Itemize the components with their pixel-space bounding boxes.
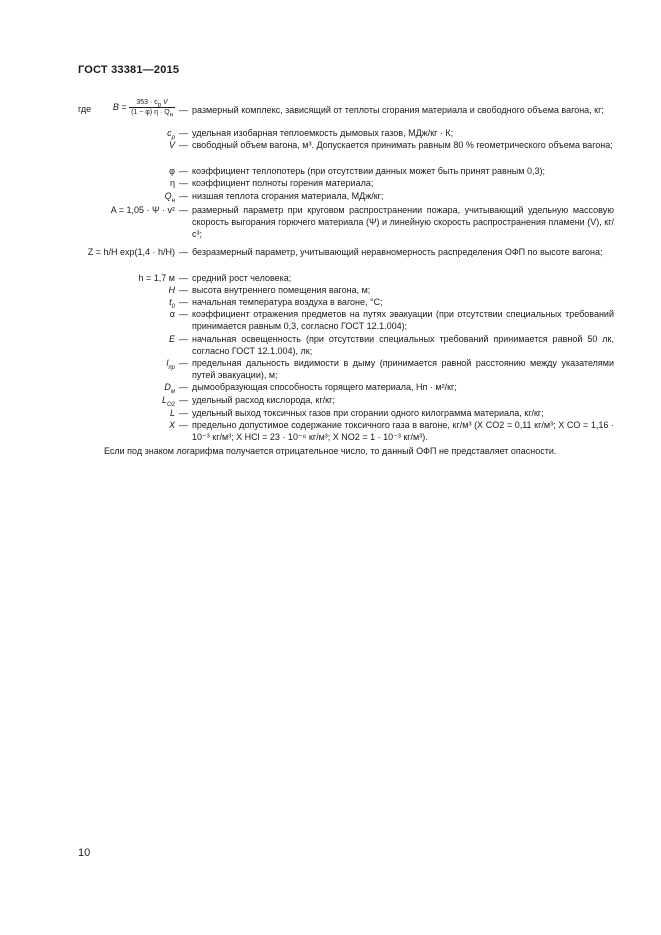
definition-text: предельная дальность видимости в дыму (принимается равной расстоянию между указателями путей эвакуации), м; [192,358,614,380]
numerator-tail: V [161,99,168,106]
formula-b-denominator: (1 − φ) η · Q [131,109,170,116]
definition-text: коэффициент полноты горения материала; [192,178,374,188]
symbol-l: L [169,408,175,418]
symbol-e: E [168,334,175,344]
definition-text: начальная температура воздуха в вагоне, °С; [192,297,383,307]
symbol-h: h = 1,7 м [138,273,175,283]
symbol-eta: η [169,178,175,188]
definition-text: средний рост человека; [192,273,292,283]
definition-text: начальная освещенность (при отсутствии специальных требований принимается равной 50 лк, согласно ГОСТ 12.1.004), лк; [192,334,614,356]
symbol-x: X [168,420,175,430]
symbol-phi: φ [169,166,175,176]
definition-text: удельная изобарная теплоемкость дымовых газов, МДж/кг · К; [192,128,454,138]
symbol-t0: $t_0$ [169,297,175,310]
intro-word: где [78,104,92,114]
symbol-v: V [168,140,175,150]
symbol-q: $Q_н$ [164,191,175,204]
symbol-hh: H [168,285,175,295]
formula-b [113,98,175,117]
page-number: 10 [78,847,91,859]
document-header: ГОСТ 33381—2015 [78,64,180,76]
symbol-lpr: $l_{пр}$ [166,358,175,371]
definition-text: безразмерный параметр, учитывающий неравномерность распределения ОФП по высоте вагона; [192,247,603,257]
definition-text: свободный объем вагона, м³. Допускается принимать равным 80 % геометрического объема вагона; [192,140,613,150]
symbol-z: Z = h/H exp(1,4 · h/H) [87,247,175,257]
definition-text: коэффициент теплопотерь (при отсутствии данных может быть принят равным 0,3); [192,166,545,176]
definition-text: коэффициент отражения предметов на путях эвакуации (при отсутствии специальных требований принимается равным 0,3, согласно ГОСТ 12.1.004); [192,309,614,331]
formula-b-numerator: 353 · c [136,99,158,106]
symbol-a: A = 1,05 · Ψ · v² [110,205,175,215]
formula-b-lhs: B = [112,101,127,112]
symbol-alpha: α [169,309,175,319]
symbol-cp: $c_p$ [167,128,175,141]
definition-text: размерный параметр при круговом распространении пожара, учитывающий удельную массовую скорость выгорания горючего материала (Ψ) и линейную скорость распространения пламени (V), кг/с³; [192,205,614,239]
definition-text: низшая теплота сгорания материала, МДж/кг; [192,191,384,201]
symbol-dm: $D_м$ [164,382,175,395]
definition-text: дымообразующая способность горящего материала, Нп · м²/кг; [192,382,457,392]
numerator-subscript: p [157,102,162,109]
formula-b-fraction [129,98,175,117]
symbol-lo2: $L_{O2}$ [161,395,175,408]
definition-text: удельный выход токсичных газов при сгорании одного килограмма материала, кг/кг; [192,408,544,418]
closing-note: Если под знаком логарифма получается отрицательное число, то данный ОФП не представляет опасности. [104,446,557,456]
definition-text: высота внутреннего помещения вагона, м; [192,285,371,295]
definition-text: размерный комплекс, зависящий от теплоты сгорания материала и свободного объема вагона, кг; [192,105,604,115]
definition-text: предельно допустимое содержание токсичного газа в вагоне, кг/м³ (X CO2 = 0,11 кг/м³; X CO = 1,16 · 10⁻³ кг/м³; X HCl = 23 · 10⁻⁶ кг/м³; X NO2 = 1 · 10⁻³ кг/м³). [192,420,614,442]
denominator-subscript: н [169,112,173,119]
definition-text: удельный расход кислорода, кг/кг; [192,395,335,405]
